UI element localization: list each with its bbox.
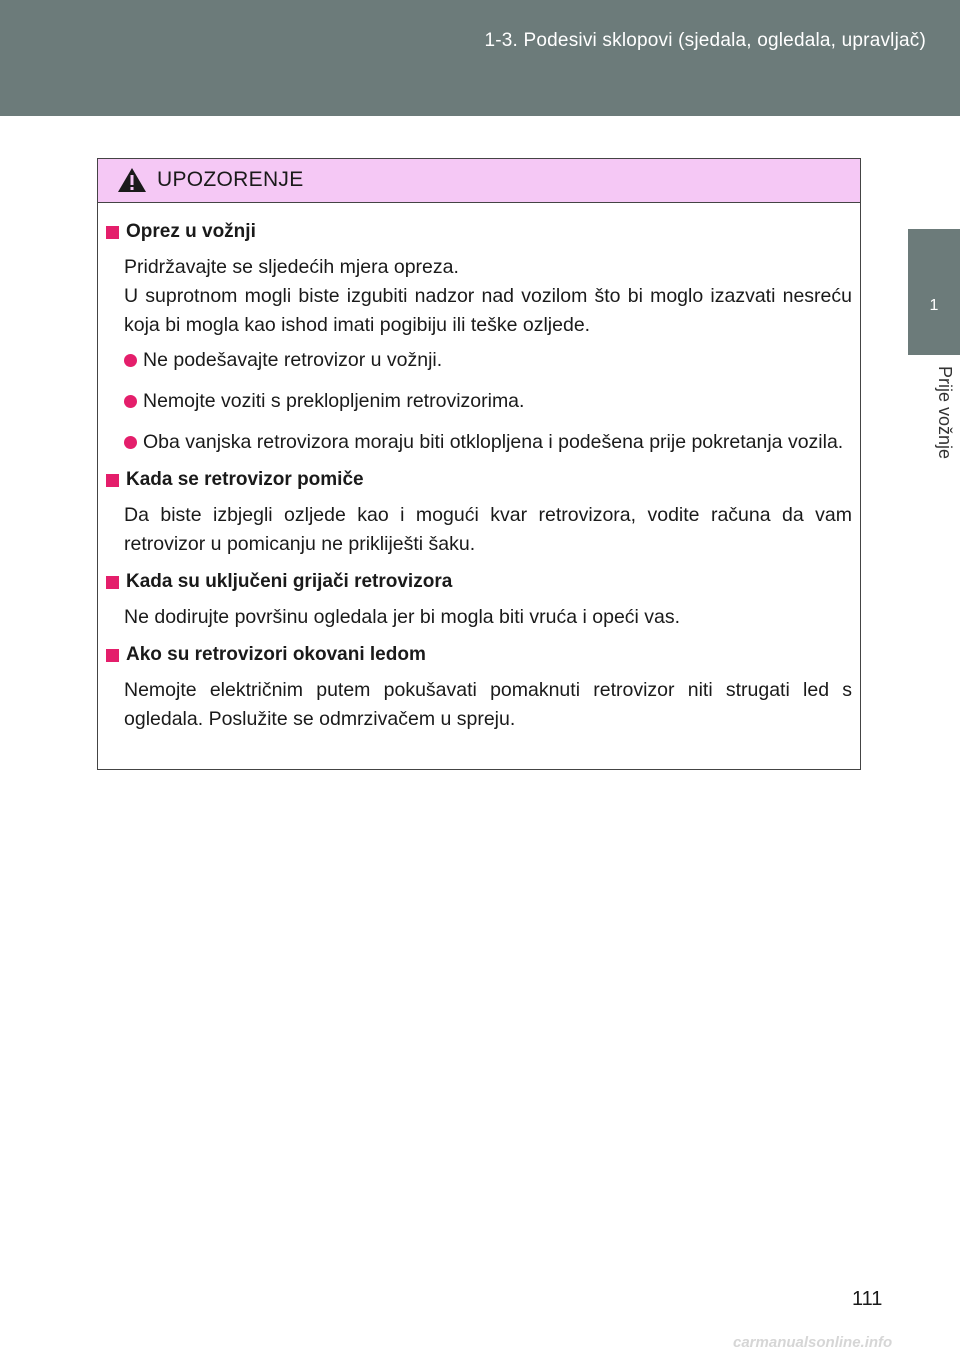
section-heading — [106, 569, 852, 595]
chapter-label: Prije vožnje — [935, 366, 955, 460]
bullet-item — [124, 428, 852, 457]
watermark: carmanualsonline.info — [733, 1334, 893, 1351]
square-bullet-icon — [106, 576, 119, 589]
section-paragraph: Nemojte električnim putem pokušavati pomaknuti retrovizor niti strugati led s ogledala. Poslužite se odmrzivačem u spreju. — [124, 679, 852, 730]
warning-section — [106, 467, 852, 559]
section-paragraph — [124, 253, 852, 340]
square-bullet-icon — [106, 649, 119, 662]
warning-triangle-icon — [117, 167, 147, 193]
warning-body — [98, 203, 860, 734]
square-bullet-icon — [106, 474, 119, 487]
page-number: 111 — [852, 1288, 883, 1310]
paragraph-line: U suprotnom mogli biste izgubiti nadzor nad vozilom što bi moglo izazvati nesreću koja bi mogla kao ishod imati pogibiju ili teške ozljede. — [124, 285, 852, 336]
section-heading — [106, 642, 852, 668]
section-heading — [106, 467, 852, 493]
section-title: 1-3. Podesivi sklopovi (sjedala, ogledala, upravljač) — [484, 30, 926, 51]
warning-title: UPOZORENJE — [157, 168, 304, 191]
section-heading-text: Kada su uključeni grijači retrovizora — [126, 571, 453, 592]
round-bullet-icon — [124, 436, 137, 449]
chapter-number: 1 — [929, 297, 939, 314]
warning-section — [106, 569, 852, 632]
chapter-tab — [908, 229, 960, 355]
warning-header — [98, 159, 860, 203]
paragraph-line: Pridržavajte se sljedećih mjera opreza. — [124, 256, 459, 278]
page-header — [0, 0, 960, 116]
section-heading-text: Kada se retrovizor pomiče — [126, 469, 364, 490]
round-bullet-icon — [124, 354, 137, 367]
bullet-item — [124, 387, 852, 416]
section-paragraph: Ne dodirujte površinu ogledala jer bi mogla biti vruća i opeći vas. — [124, 606, 681, 628]
section-heading-text: Ako su retrovizori okovani ledom — [126, 644, 426, 665]
bullet-text: Ne podešavajte retrovizor u vožnji. — [143, 349, 443, 371]
chapter-label-container — [908, 358, 960, 488]
bullet-item — [124, 346, 852, 375]
section-paragraph: Da biste izbjegli ozljede kao i mogući kvar retrovizora, vodite računa da vam retrovizor u pomicanju ne prikliješti šaku. — [124, 504, 852, 555]
section-heading-text: Oprez u vožnji — [126, 221, 256, 242]
warning-section — [106, 219, 852, 457]
bullet-text: Oba vanjska retrovizora moraju biti otklopljena i podešena prije pokretanja vozila. — [143, 431, 844, 453]
warning-box — [97, 158, 861, 770]
bullet-text: Nemojte voziti s preklopljenim retrovizorima. — [143, 390, 525, 412]
round-bullet-icon — [124, 395, 137, 408]
warning-section — [106, 642, 852, 734]
square-bullet-icon — [106, 226, 119, 239]
section-heading — [106, 219, 852, 245]
